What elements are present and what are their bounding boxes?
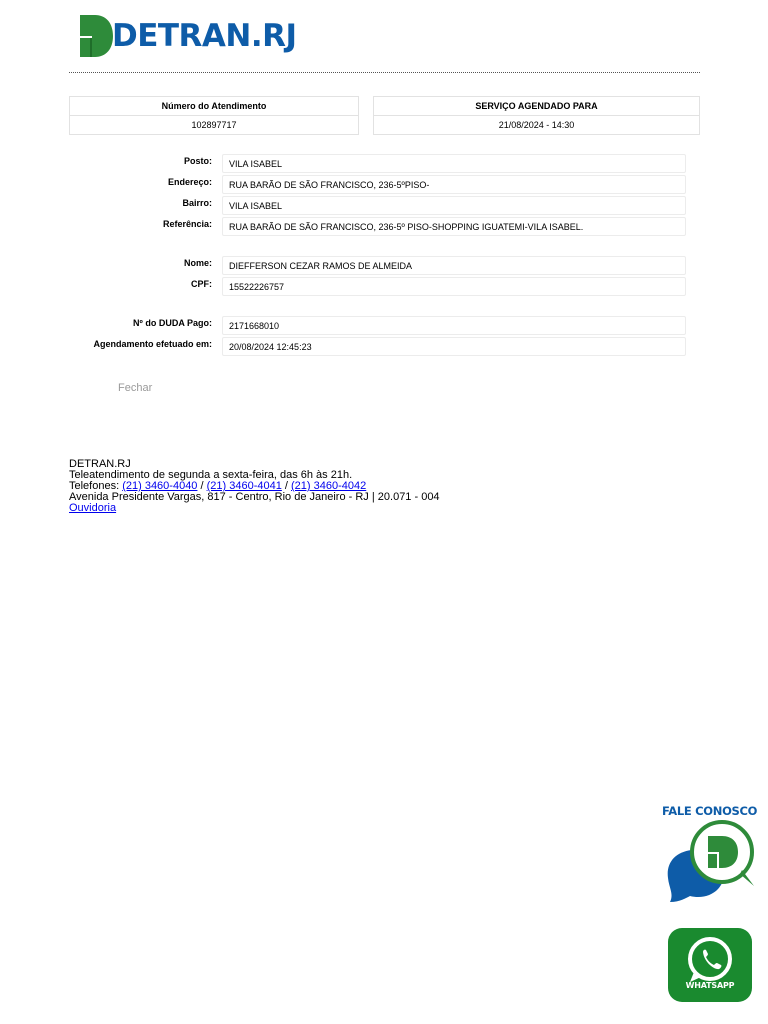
field-label: Referência:: [162, 219, 212, 229]
field-value: DIEFFERSON CEZAR RAMOS DE ALMEIDA: [222, 256, 686, 275]
field-label: Nº do DUDA Pago:: [133, 318, 212, 328]
footer-address: Avenida Presidente Vargas, 817 - Centro, Rio de Janeiro - RJ | 20.071 - 004: [69, 491, 440, 503]
phones-label: Telefones:: [69, 480, 123, 492]
fale-conosco-label[interactable]: FALE CONOSCO: [662, 804, 758, 818]
phone-link-3[interactable]: (21) 3460-4042: [291, 480, 367, 492]
field-value: 20/08/2024 12:45:23: [222, 337, 686, 356]
phone-separator: /: [197, 480, 207, 492]
field-row-agendamento: [0, 337, 768, 357]
atendimento-box: [69, 96, 359, 135]
field-row-posto: [0, 154, 768, 174]
close-button[interactable]: Fechar: [118, 382, 153, 394]
servico-box: [373, 96, 700, 135]
detran-logo: [79, 14, 309, 60]
brand-name: DETRAN.RJ: [112, 18, 297, 54]
whatsapp-button[interactable]: [668, 928, 752, 1002]
field-label: CPF:: [191, 279, 212, 289]
phone-link-2[interactable]: (21) 3460-4041: [206, 480, 282, 492]
field-value: RUA BARÃO DE SÃO FRANCISCO, 236-5º PISO-SHOPPING IGUATEMI-VILA ISABEL.: [222, 217, 686, 236]
field-row-nome: [0, 256, 768, 276]
field-label: Nome:: [183, 258, 212, 268]
whatsapp-icon: [668, 928, 752, 984]
detran-logo-mark-icon: [79, 14, 113, 58]
footer: [69, 459, 440, 514]
chat-bubbles-icon[interactable]: [662, 818, 762, 908]
header-divider: [69, 72, 700, 73]
servico-agendado-label: SERVIÇO AGENDADO PARA: [374, 97, 699, 116]
ouvidoria-link[interactable]: Ouvidoria: [69, 502, 117, 514]
field-row-duda: [0, 316, 768, 336]
servico-agendado-value: 21/08/2024 - 14:30: [498, 120, 575, 130]
field-label: Agendamento efetuado em:: [93, 339, 212, 349]
phone-separator: /: [281, 480, 292, 492]
footer-org: DETRAN.RJ: [69, 458, 131, 470]
field-value: RUA BARÃO DE SÃO FRANCISCO, 236-5ºPISO-: [222, 175, 686, 194]
field-row-endereco: [0, 175, 768, 195]
field-row-cpf: [0, 277, 768, 297]
whatsapp-label: WHATSAPP: [685, 981, 735, 990]
field-value: VILA ISABEL: [222, 154, 686, 173]
phone-link-1[interactable]: (21) 3460-4040: [122, 480, 198, 492]
field-value: 2171668010: [222, 316, 686, 335]
field-value: 15522226757: [222, 277, 686, 296]
field-value: VILA ISABEL: [222, 196, 686, 215]
numero-atendimento-value: 102897717: [191, 120, 237, 130]
footer-hours: Teleatendimento de segunda a sexta-feira, das 6h às 21h.: [69, 469, 353, 481]
field-row-bairro: [0, 196, 768, 216]
field-label: Bairro:: [182, 198, 212, 208]
field-label: Endereço:: [167, 177, 212, 187]
field-row-referencia: [0, 217, 768, 237]
field-label: Posto:: [184, 156, 212, 166]
numero-atendimento-label: Número do Atendimento: [70, 97, 358, 116]
